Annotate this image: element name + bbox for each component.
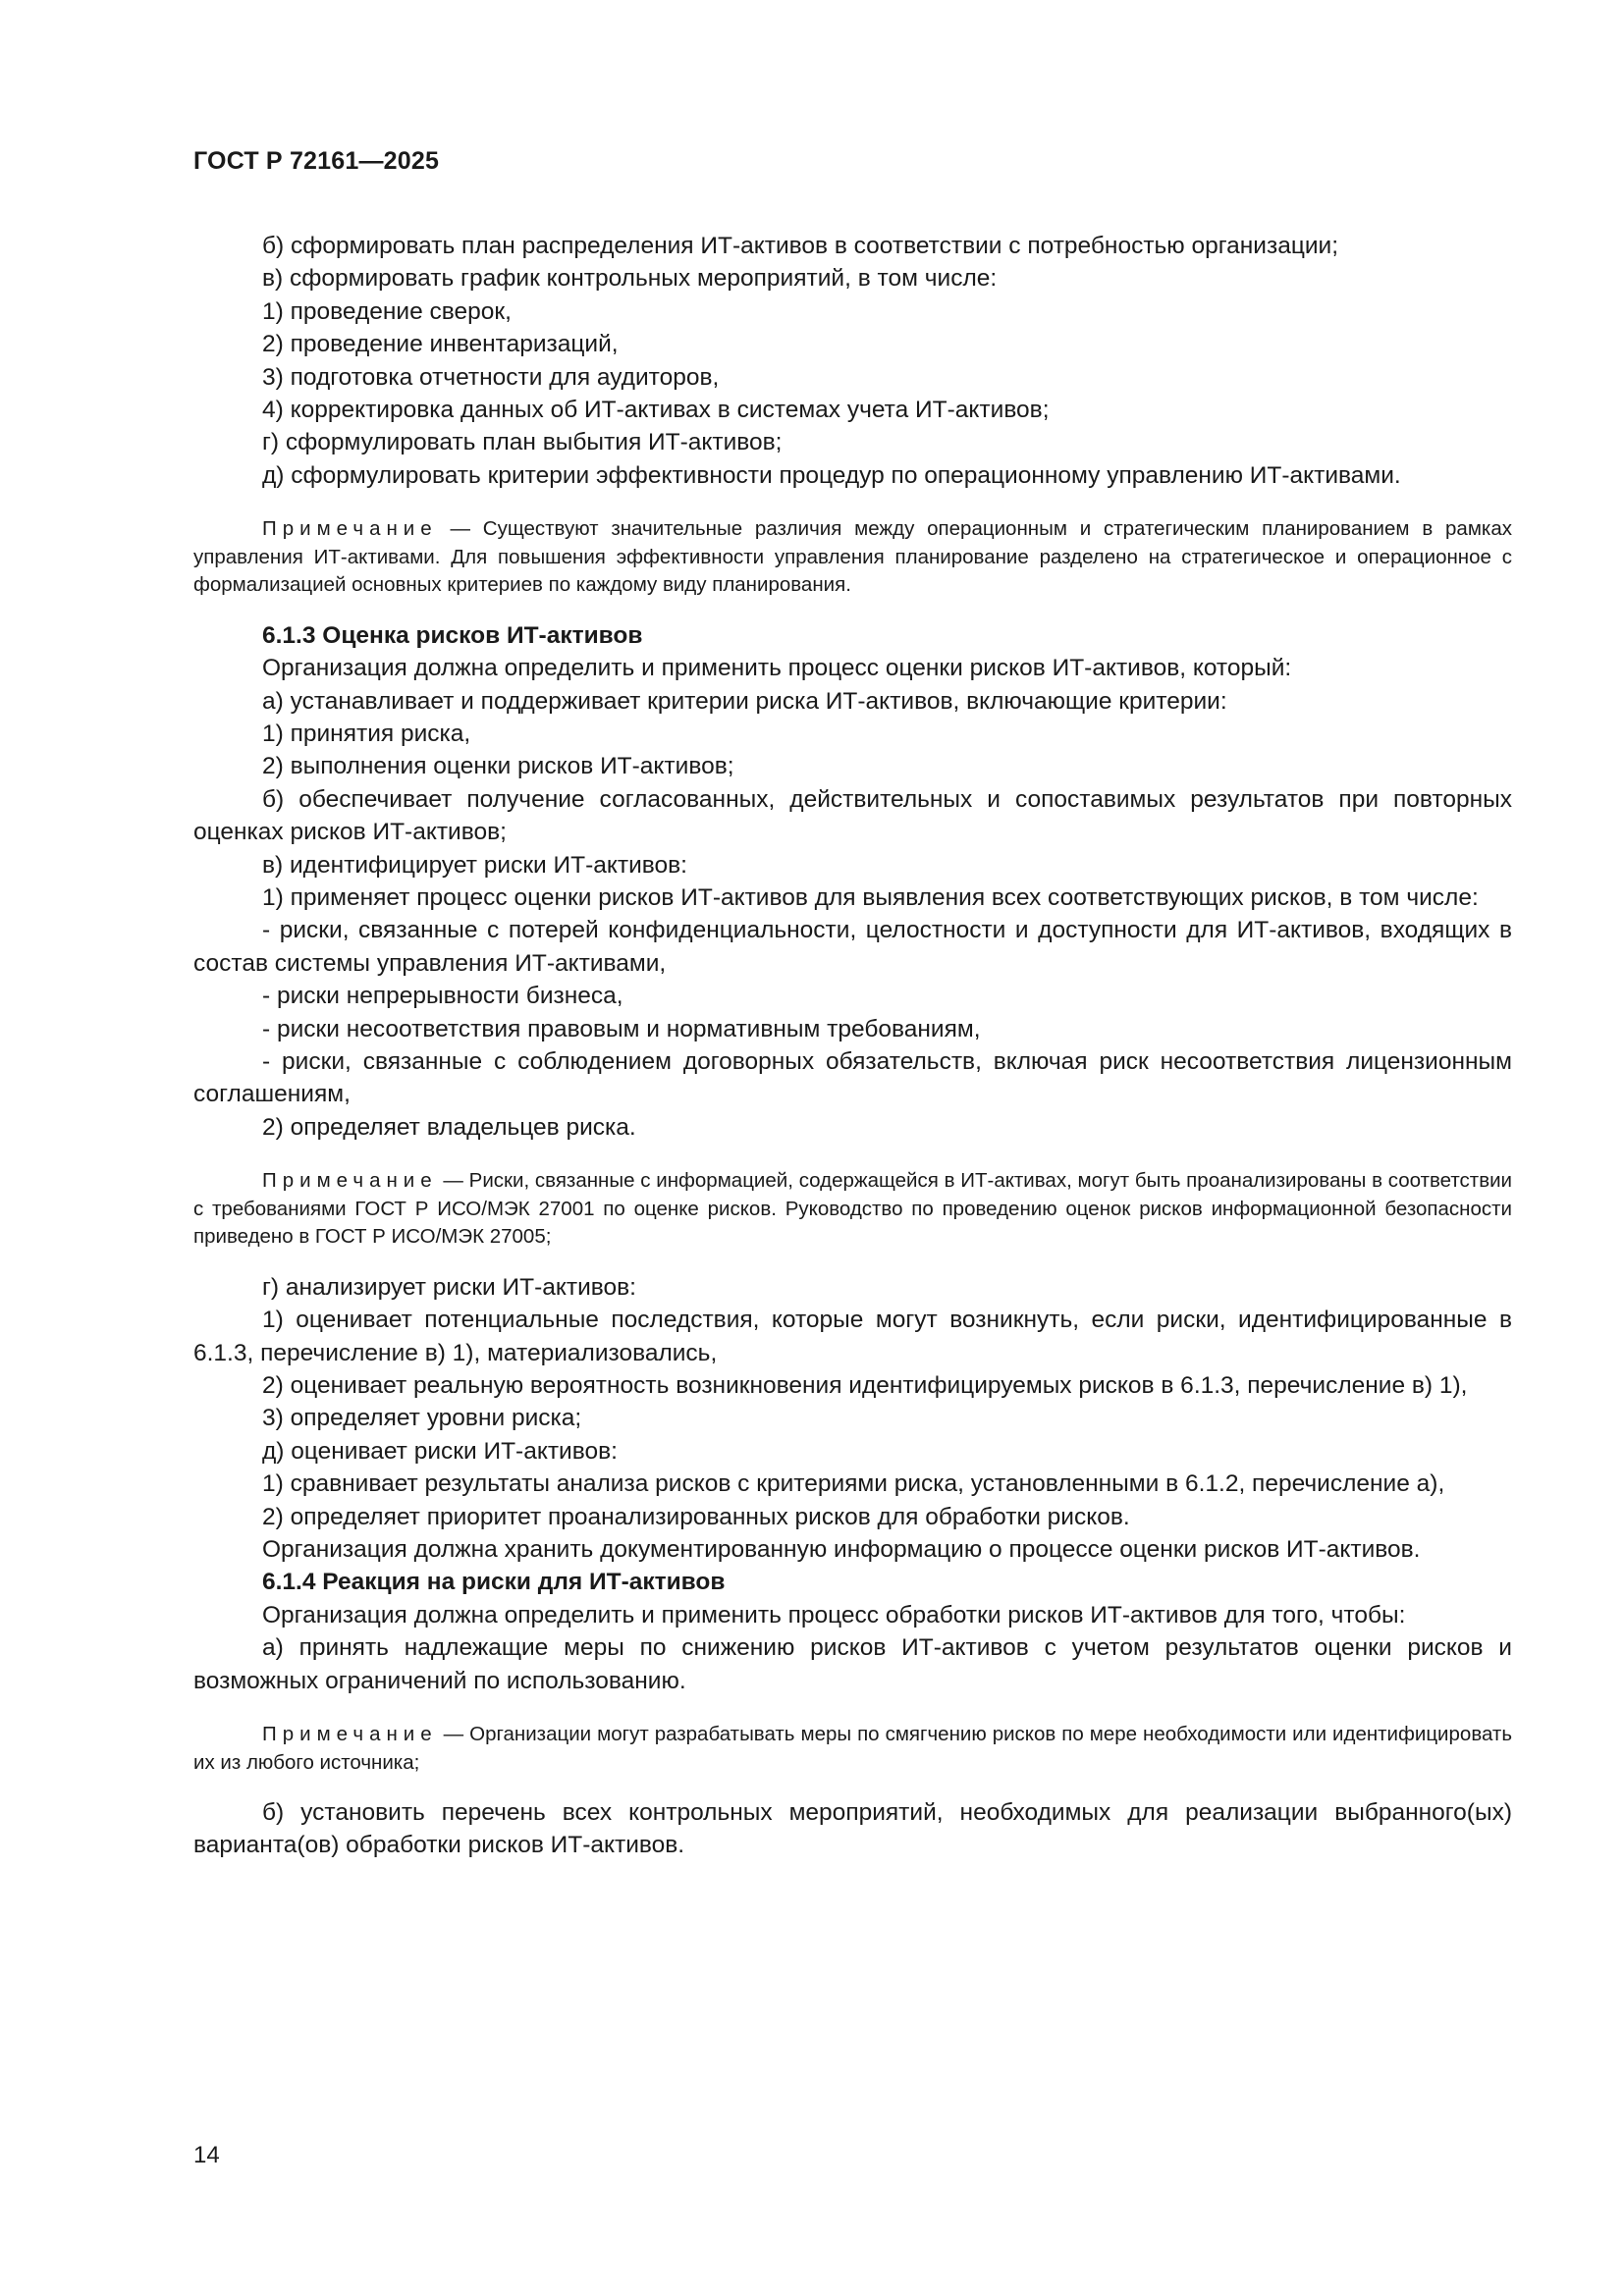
note-label: Примечание [262, 1723, 438, 1746]
paragraph: - риски непрерывности бизнеса, [262, 983, 623, 1010]
paragraph: б) обеспечивает получение согласованных, действительных и сопоставимых результатов при повторных оценках рисков ИТ-активов; [193, 785, 1512, 846]
paragraph: Организация должна хранить документированную информацию о процессе оценки рисков ИТ-активов. [262, 1536, 1421, 1563]
paragraph: Организация должна определить и применить процесс оценки рисков ИТ-активов, который: [262, 655, 1292, 682]
section-heading-6-1-4: 6.1.4 Реакция на риски для ИТ-активов [262, 1569, 726, 1596]
paragraph: б) установить перечень всех контрольных мероприятий, необходимых для реализации выбранного(ых) варианта(ов) обработки рисков ИТ-активов. [193, 1799, 1512, 1859]
paragraph: б) сформировать план распределения ИТ-активов в соответствии с потребностью организации; [262, 233, 1339, 259]
paragraph: 2) определяет владельцев риска. [262, 1113, 636, 1141]
paragraph: 1) сравнивает результаты анализа рисков с критериями риска, установленными в 6.1.2, перечисление а), [262, 1470, 1445, 1498]
paragraph: в) идентифицирует риски ИТ-активов: [262, 851, 687, 879]
paragraph: 3) определяет уровни риска; [262, 1405, 582, 1432]
note-text: — Существуют значительные различия между операционным и стратегическим планированием в рамках управления ИТ-активами. Для повышения эффективности управления планирование разделено на стратегическое и операционное с формализацией основных критериев по каждому виду планирования. [193, 517, 1512, 597]
note-label: Примечание [262, 1169, 438, 1193]
paragraph: - риски, связанные с соблюдением договорных обязательств, включая риск несоответствия лицензионным соглашениям, [193, 1048, 1512, 1108]
page-body [193, 230, 1512, 1862]
page-number: 14 [193, 2142, 220, 2168]
paragraph: а) принять надлежащие меры по снижению рисков ИТ-активов с учетом результатов оценки рисков и возможных ограничений по использованию. [193, 1634, 1512, 1694]
paragraph: 2) проведение инвентаризаций, [262, 331, 619, 358]
paragraph: 1) принятия риска, [262, 720, 471, 747]
paragraph: - риски, связанные с потерей конфиденциальности, целостности и доступности для ИТ-активов, входящих в состав системы управления ИТ-активами, [193, 917, 1512, 977]
paragraph: в) сформировать график контрольных мероприятий, в том числе: [262, 265, 998, 293]
paragraph: 3) подготовка отчетности для аудиторов, [262, 363, 720, 391]
paragraph: д) сформулировать критерии эффективности процедур по операционному управлению ИТ-активами. [262, 461, 1401, 489]
section-heading-6-1-3: 6.1.3 Оценка рисков ИТ-активов [262, 621, 643, 649]
note-label: Примечание [262, 517, 438, 541]
paragraph: 1) применяет процесс оценки рисков ИТ-активов для выявления всех соответствующих рисков, в том числе: [262, 884, 1479, 911]
paragraph: 1) проведение сверок, [262, 297, 512, 325]
note-text: — Риски, связанные с информацией, содержащейся в ИТ-активах, могут быть проанализированы в соответствии с требованиями ГОСТ Р ИСО/МЭК 27001 по оценке рисков. Руководство по проведению оценок рисков информационной безопасности приведено в ГОСТ Р ИСО/МЭК 27005; [193, 1169, 1512, 1249]
paragraph: Организация должна определить и применить процесс обработки рисков ИТ-активов для того, чтобы: [262, 1601, 1406, 1629]
paragraph: 2) оценивает реальную вероятность возникновения идентифицируемых рисков в 6.1.3, перечисление в) 1), [262, 1371, 1468, 1399]
paragraph: 2) определяет приоритет проанализированных рисков для обработки рисков. [262, 1503, 1130, 1530]
paragraph: а) устанавливает и поддерживает критерии риска ИТ-активов, включающие критерии: [262, 687, 1227, 715]
paragraph: 1) оценивает потенциальные последствия, которые могут возникнуть, если риски, идентифицированные в 6.1.3, перечисление в) 1), материализовались, [193, 1307, 1512, 1366]
paragraph: г) сформулировать план выбытия ИТ-активов; [262, 429, 783, 456]
paragraph: г) анализирует риски ИТ-активов: [262, 1273, 636, 1301]
note-1 [193, 515, 1512, 600]
paragraph: 4) корректировка данных об ИТ-активах в системах учета ИТ-активов; [262, 397, 1050, 424]
paragraph: - риски несоответствия правовым и нормативным требованиям, [262, 1015, 981, 1042]
paragraph: 2) выполнения оценки рисков ИТ-активов; [262, 753, 734, 780]
paragraph: д) оценивает риски ИТ-активов: [262, 1437, 618, 1465]
note-3 [193, 1721, 1512, 1777]
note-2 [193, 1167, 1512, 1252]
note-text: — Организации могут разрабатывать меры по смягчению рисков по мере необходимости или идентифицировать их из любого источника; [193, 1723, 1512, 1774]
document-header: ГОСТ Р 72161—2025 [193, 147, 440, 175]
